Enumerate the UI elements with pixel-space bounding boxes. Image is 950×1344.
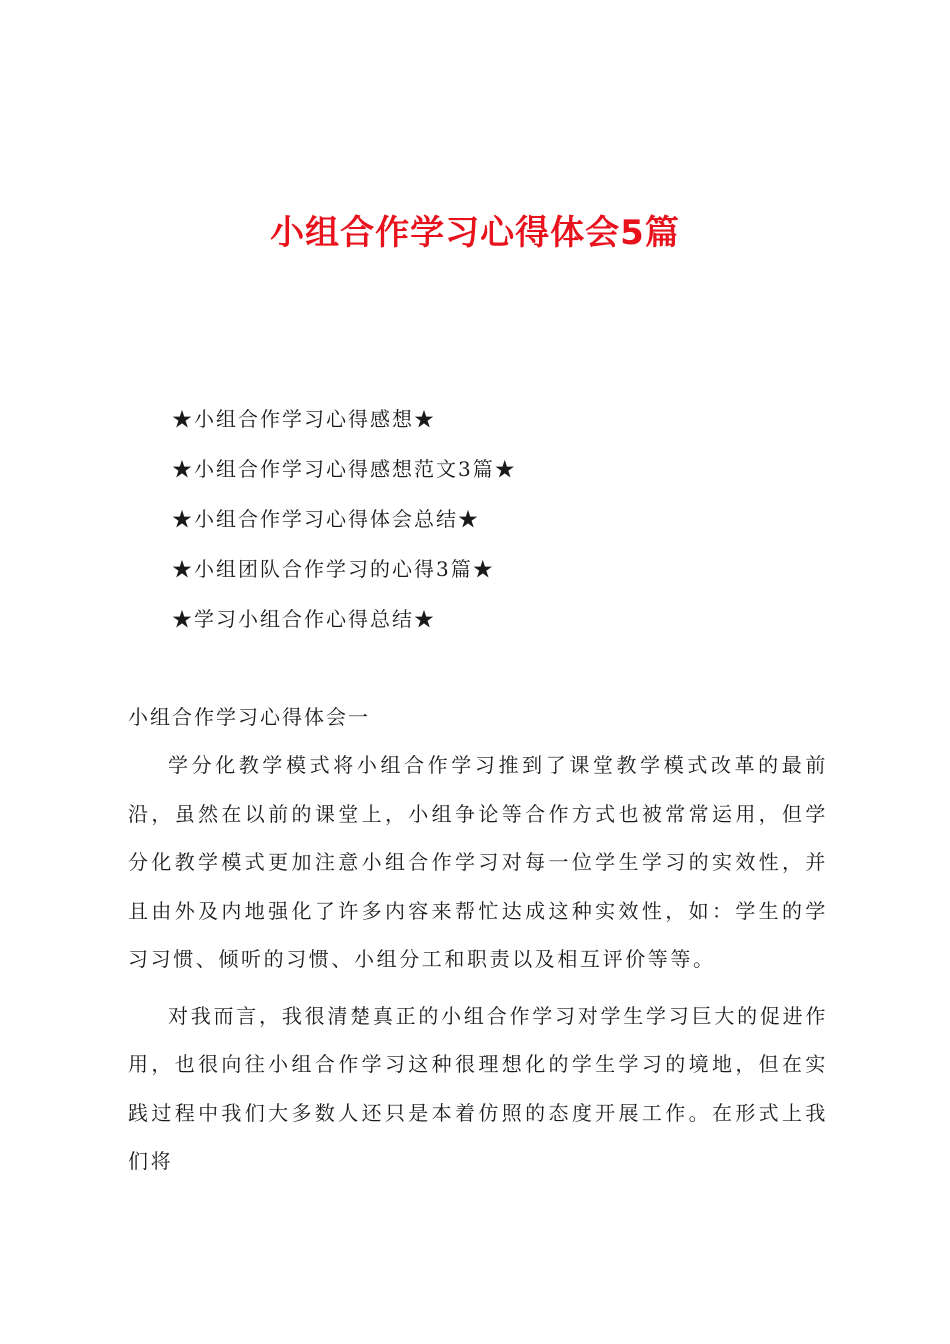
document-title: 小组合作学习心得体会5篇 xyxy=(270,213,680,253)
paragraph: 学分化教学模式将小组合作学习推到了课堂教学模式改革的最前沿，虽然在以前的课堂上，小组争论等合作方式也被常常运用，但学分化教学模式更加注意小组合作学习对每一位学生学习的实效性，并且由外及内地强化了许多内容来帮忙达成这种实效性，如：学生的学习习惯、倾听的习惯、小组分工和职责以及相互评价等等。 xyxy=(128,753,828,971)
toc-item: ★学习小组合作心得总结★ xyxy=(172,607,436,631)
toc-item: ★小组团队合作学习的心得3篇★ xyxy=(172,557,495,581)
section-heading: 小组合作学习心得体会一 xyxy=(128,705,370,729)
toc-item: ★小组合作学习心得感想★ xyxy=(172,407,436,431)
body-text xyxy=(128,741,828,1194)
paragraph: 对我而言，我很清楚真正的小组合作学习对学生学习巨大的促进作用，也很向往小组合作学习这种很理想化的学生学习的境地，但在实践过程中我们大多数人还只是本着仿照的态度开展工作。在形式上我们将 xyxy=(128,1003,828,1173)
table-of-contents xyxy=(172,394,517,644)
toc-item: ★小组合作学习心得感想范文3篇★ xyxy=(172,457,517,481)
toc-item: ★小组合作学习心得体会总结★ xyxy=(172,507,480,531)
